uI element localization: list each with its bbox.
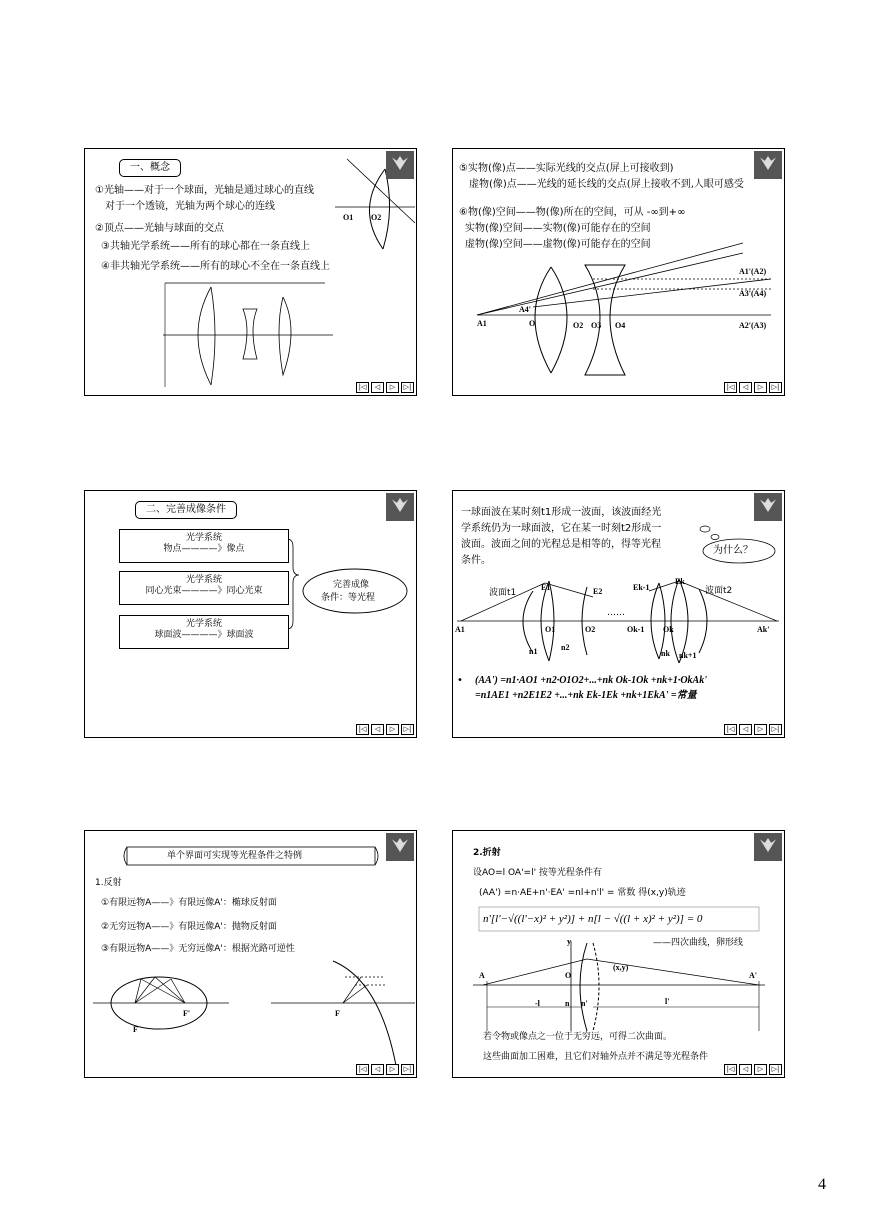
label: E1 — [541, 583, 551, 592]
formula-line-2: =n1AE1 +n2E1E2 +...+nk Ek-1Ek +nk+1EkA' =常量 — [475, 690, 697, 701]
next-slide-button[interactable]: ▷ — [386, 724, 399, 735]
last-slide-button[interactable]: ▷| — [401, 382, 414, 393]
slide-nav — [724, 382, 782, 393]
label: 波面t2 — [705, 586, 733, 596]
university-logo — [754, 833, 782, 861]
label: F — [335, 1009, 340, 1018]
last-slide-button[interactable]: ▷| — [769, 1064, 782, 1075]
first-slide-button[interactable]: |◁ — [356, 382, 369, 393]
label: F — [133, 1025, 138, 1034]
slide-nav — [356, 382, 414, 393]
ellipse-line: 完善成像 — [333, 580, 370, 590]
text-line: 设AO=l OA'=l' 按等光程条件有 — [473, 868, 602, 878]
label: Ok-1 — [627, 625, 645, 634]
label: 波面t1 — [489, 588, 517, 598]
label: Ok — [663, 625, 674, 634]
text-line: ⑤实物(像)点——实际光线的交点(屏上可接收到) — [459, 163, 674, 174]
quartic-equation: n'[l'−√((l'−x)² + y²)] + n[l − √((l + x)² + y²)] = 0 — [483, 913, 703, 925]
optical-system-box-3 — [119, 615, 289, 649]
text-line: (AA') =n·AE+n'·EA' =nl+n'l' = 常数 得(x,y)轨迹 — [479, 888, 686, 898]
text-line: 虚物(像)点——光线的延长线的交点(屏上接收不到,人眼可感受 — [469, 179, 744, 190]
label: Ek — [675, 577, 685, 586]
text-line: ⑥物(像)空间——物(像)所在的空间，可从 -∞到+∞ — [459, 207, 686, 218]
label: l' — [665, 997, 670, 1006]
next-slide-button[interactable]: ▷ — [386, 1064, 399, 1075]
label: O3 — [591, 321, 602, 330]
last-slide-button[interactable]: ▷| — [769, 382, 782, 393]
slide-object-image-space — [452, 148, 785, 396]
label: Ak' — [757, 625, 770, 634]
section-tag: 二、完善成像条件 — [135, 501, 237, 519]
label: A4' — [519, 305, 531, 314]
first-slide-button[interactable]: |◁ — [356, 1064, 369, 1075]
text-line: ②无穷远物A——》有限远像A'：抛物反射面 — [101, 922, 277, 932]
slide-equal-optical-path — [452, 490, 785, 738]
label: n — [565, 999, 570, 1008]
label: nk+1 — [679, 651, 697, 660]
slide-nav — [724, 1064, 782, 1075]
optical-system-box-1 — [119, 529, 289, 563]
prev-slide-button[interactable]: ◁ — [739, 1064, 752, 1075]
text-line: ③有限远物A——》无穷远像A'：根据光路可逆性 — [101, 944, 295, 954]
last-slide-button[interactable]: ▷| — [401, 724, 414, 735]
label: O2 — [573, 321, 584, 330]
scroll-title: 单个界面可实现等光程条件之特例 — [167, 851, 303, 861]
label: A2'(A3) — [739, 321, 767, 330]
next-slide-button[interactable]: ▷ — [754, 1064, 767, 1075]
label: A3'(A4) — [739, 289, 767, 298]
text-line: 条件。 — [461, 555, 491, 566]
text-line: ③共轴光学系统——所有的球心都在一条直线上 — [101, 241, 310, 252]
optical-system-box-2 — [119, 571, 289, 605]
university-logo — [386, 151, 414, 179]
text-line: 1.反射 — [95, 878, 122, 888]
label: -l — [535, 999, 540, 1008]
text-line: 若令物或像点之一位于无穷远，可得二次曲面。 — [483, 1032, 673, 1042]
box-title: 光学系统 — [185, 619, 222, 629]
box-title: 光学系统 — [185, 575, 222, 585]
last-slide-button[interactable]: ▷| — [401, 1064, 414, 1075]
text-line: 对于一个透镜，光轴为两个球心的连线 — [105, 201, 275, 212]
prev-slide-button[interactable]: ◁ — [371, 724, 384, 735]
slide-nav — [356, 724, 414, 735]
next-slide-button[interactable]: ▷ — [754, 382, 767, 393]
label: F' — [183, 1009, 191, 1018]
last-slide-button[interactable]: ▷| — [769, 724, 782, 735]
bullet-icon: • — [457, 675, 463, 686]
label: O — [529, 319, 536, 328]
label: A — [479, 971, 485, 980]
prev-slide-button[interactable]: ◁ — [371, 382, 384, 393]
university-logo — [386, 833, 414, 861]
label: (x,y) — [613, 963, 629, 972]
box-row: 同心光束————》同心光束 — [145, 586, 263, 596]
text-line: ④非共轴光学系统——所有的球心不全在一条直线上 — [101, 261, 330, 272]
university-logo — [754, 151, 782, 179]
text-line: 波面。波面之间的光程总是相等的，得等光程 — [461, 539, 661, 550]
box-title: 光学系统 — [185, 533, 222, 543]
label: O — [565, 971, 572, 980]
next-slide-button[interactable]: ▷ — [754, 724, 767, 735]
text-line: 实物(像)空间——实物(像)可能存在的空间 — [465, 223, 651, 234]
prev-slide-button[interactable]: ◁ — [371, 1064, 384, 1075]
label: O2 — [585, 625, 596, 634]
text-line: 一球面波在某时刻t1形成一波面，该波面经光 — [461, 507, 662, 518]
prev-slide-button[interactable]: ◁ — [739, 382, 752, 393]
slide-single-interface-refraction — [452, 830, 785, 1078]
label: n2 — [561, 643, 570, 652]
label: A1 — [455, 625, 465, 634]
text-line: 学系统仍为一球面波，它在某一时刻t2形成一 — [461, 523, 662, 534]
text-line: 2.折射 — [473, 848, 501, 858]
label: y — [567, 937, 571, 946]
text-line: ①有限远物A——》有限远像A'：椭球反射面 — [101, 898, 277, 908]
first-slide-button[interactable]: |◁ — [724, 382, 737, 393]
formula-line-1: (AA') =n1·AO1 +n2·O1O2+...+nk Ok-1Ok +nk+1·OkAk' — [475, 675, 707, 686]
next-slide-button[interactable]: ▷ — [386, 382, 399, 393]
label: n' — [581, 999, 588, 1008]
text-line: ①光轴——对于一个球面，光轴是通过球心的直线 — [95, 185, 314, 196]
slide-perfect-imaging — [84, 490, 417, 738]
label: …… — [607, 608, 625, 618]
text-line: ——四次曲线，卵形线 — [653, 938, 744, 948]
slide-nav — [356, 1064, 414, 1075]
slide-nav — [724, 724, 782, 735]
label: O1 — [545, 625, 556, 634]
box-row: 物点————》像点 — [163, 544, 245, 554]
label: nk — [661, 649, 670, 658]
university-logo — [754, 493, 782, 521]
label: O4 — [615, 321, 626, 330]
section-tag: 一、概念 — [119, 159, 181, 177]
first-slide-button[interactable]: |◁ — [724, 1064, 737, 1075]
slide-concepts — [84, 148, 417, 396]
university-logo — [386, 493, 414, 521]
page-number: 4 — [818, 1176, 826, 1193]
first-slide-button[interactable]: |◁ — [724, 724, 737, 735]
label: O1 — [343, 213, 354, 222]
label: O2 — [371, 213, 382, 222]
label: A1 — [477, 319, 487, 328]
first-slide-button[interactable]: |◁ — [356, 724, 369, 735]
text-line: ②顶点——光轴与球面的交点 — [95, 223, 224, 234]
prev-slide-button[interactable]: ◁ — [739, 724, 752, 735]
label: E2 — [593, 587, 603, 596]
ellipse-line: 条件：等光程 — [321, 593, 376, 603]
label: A' — [749, 971, 757, 980]
label: Ek-1 — [633, 583, 650, 592]
text-line: 虚物(像)空间——虚物(像)可能存在的空间 — [465, 239, 651, 250]
box-row: 球面波————》球面波 — [154, 630, 254, 640]
label: A1'(A2) — [739, 267, 767, 276]
label: n1 — [529, 647, 538, 656]
text-line: 这些曲面加工困难，且它们对轴外点并不满足等光程条件 — [483, 1052, 709, 1062]
slide-single-interface-reflection — [84, 830, 417, 1078]
thought-bubble: 为什么？ — [713, 545, 753, 556]
